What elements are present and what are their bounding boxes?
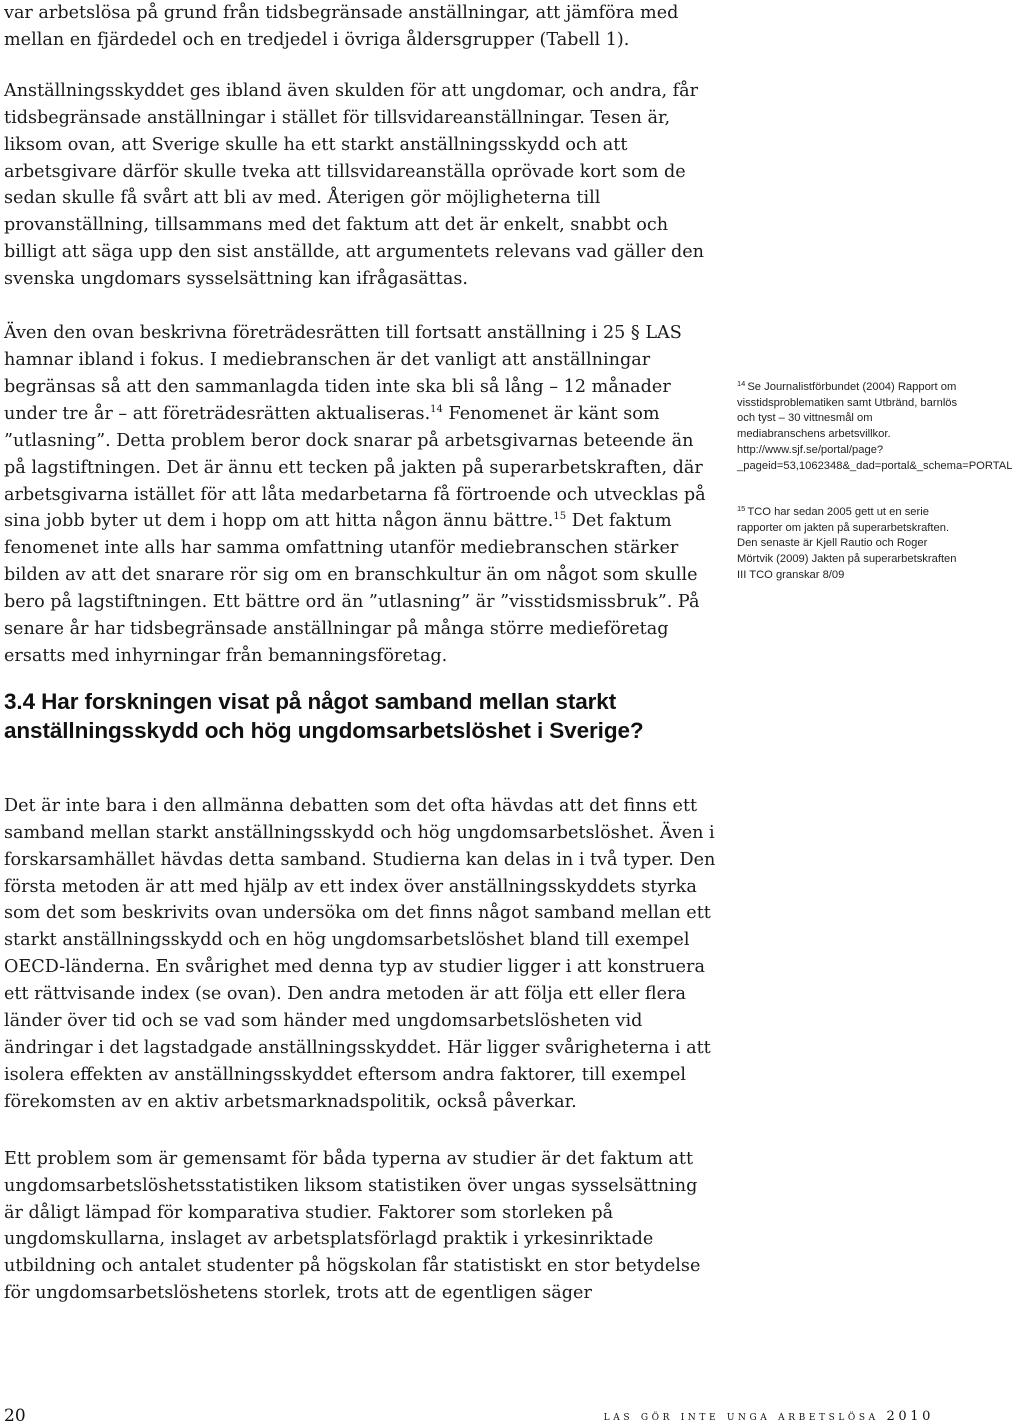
page-number: 20 [4,1406,26,1426]
running-title: las gör inte unga arbetslösa 2010 [603,1409,934,1424]
footnote-number: 14 [737,379,746,388]
footnote-14 [737,379,1012,474]
footnote-ref-14[interactable]: 14 [430,403,443,415]
paragraph-3-part-b: Fenomenet är känt som ”utlasning”. Detta problem beror dock snarar på arbetsgivarnas beteende än på lagstiftningen. Det är ännu ett tecken på jakten på superarbetskraften, där arbetsgivarna istället för att låta medarbetarna få förtroende och utvecklas på sina jobb byter ut dem i hopp om att hitta någon ännu bättre. [4,403,706,532]
paragraph-3-part-c: Det faktum fenomenet inte alls har samma omfattning utanför mediebranschen stärker bilden av att det snarare rör sig om en branschkultur än om något som skulle bero på lagstiftningen. Ett bättre ord än ”utlasning” är ”visstidsmissbruk”. På senare år har tidsbegränsade anställningar på många större medieföretag ersatts med inhyrningar från bemanningsföretag. [4,511,700,666]
paragraph-4: Det är inte bara i den allmänna debatten som det ofta hävdas att det finns ett samband mellan starkt anställningsskydd och hög ungdomsarbetslöshet. Även i forskarsamhället hävdas detta samband. Studierna kan delas in i två typer. Den första metoden är att med hjälp av ett index över anställningsskyddets styrka som det som beskrivits ovan undersöka om det finns något samband mellan ett starkt anställningsskydd och en hög ungdomsarbetslöshet bland till exempel OECD-länderna. En svårighet med denna typ av studier ligger i att konstruera ett rättvisande index (se ovan). Den andra metoden är att följa ett eller flera länder över tid och se vad som händer med ungdomsarbetslösheten vid ändringar i det lagstadgade anställningsskyddet. Här ligger svårigheterna i att isolera effekten av anställningsskyddet eftersom andra faktorer, till exempel förekomsten av en aktiv arbetsmarknadspolitik, också påverkar. [4,795,716,1112]
footnote-15 [737,505,959,584]
footnote-ref-15[interactable]: 15 [553,511,567,523]
paragraph-3-part-a: Även den ovan beskrivna företrädesrätten till fortsatt anställning i 25 § LAS hamnar ibland i fokus. I mediebranschen är det vanligt att anställningar begränsas så att den sammanlagda tiden inte ska bli så lång – 12 månader under tre år – att företrädesrätten aktualiseras. [4,323,682,424]
paragraph-5: Ett problem som är gemensamt för båda typerna av studier är det faktum att ungdomsarbetslöshetsstatistiken liksom statistiken över ungas sysselsättning är dåligt lämpad för komparativa studier. Faktorer som storleken på ungdomskullarna, inslaget av arbetsplatsförlagd praktik i yrkesinriktade utbildning och antalet studenter på högskolan får statistiskt en stor betydelse för ungdomsarbetslöshetens storlek, trots att de egentligen säger [4,1148,701,1304]
footnote-text: TCO har sedan 2005 gett ut en serie rapporter om jakten på superarbetskraften. Den senaste är Kjell Rautio och Roger Mörtvik (2009) Jakten på superarbetskraften III TCO granskar 8/09 [737,506,957,581]
footnote-text: Se Journalistförbundet (2004) Rapport om visstidsproblematiken samt Utbränd, barnlös och tyst – 30 vittnesmål om mediabranschens arbetsvillkor. http://www.sjf.se/portal/page?_pageid=53,1062348&_dad=portal&_schema=PORTAL [737,381,1012,472]
section-heading: 3.4 Har forskningen visat på något samband mellan starkt anställningsskydd och hög ungdomsarbetslöshet i Sverige? [4,688,644,743]
paragraph-2: Anställningsskyddet ges ibland även skulden för att ungdomar, och andra, får tidsbegränsade anställningar i stället för tillsvidareanställningar. Tesen är, liksom ovan, att Sverige skulle ha ett starkt anställningsskydd och att arbetsgivare därför skulle tveka att tillsvidareanställa oprövade kort som de sedan skulle få svårt att bli av med. Återigen gör möjligheterna till provanställning, tillsammans med det faktum att det är enkelt, snabbt och billigt att säga upp den sist anställde, att argumentets relevans vad gäller den svenska ungdomars sysselsättning kan ifrågasättas. [4,80,704,290]
main-text-column [4,0,716,1307]
footnote-number: 15 [737,504,746,513]
paragraph-1: var arbetslösa på grund från tidsbegränsade anställningar, att jämföra med mellan en fjärdedel och en tredjedel i övriga åldersgrupper (Tabell 1). [4,3,679,50]
paragraph-3 [4,320,716,670]
